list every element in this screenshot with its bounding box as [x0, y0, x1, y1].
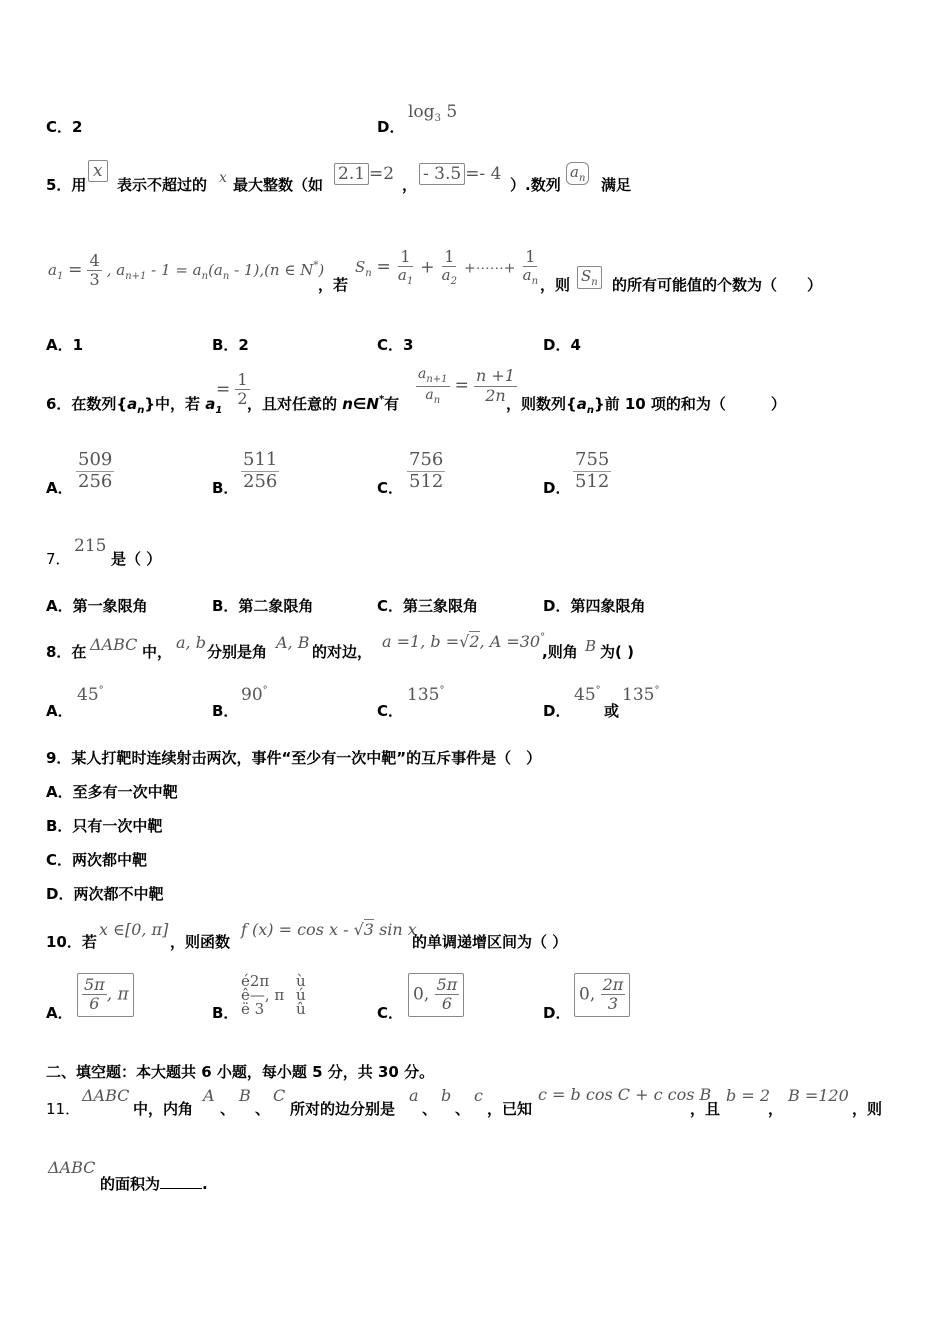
q5-floor-sn: $S_n$: [577, 266, 602, 289]
q5-number: 5．用: [46, 176, 87, 194]
q11-dun-1: 、: [220, 1100, 236, 1118]
q8-option-c-value: 135°: [407, 685, 445, 705]
q10-option-d-interval: 0, $\frac{2\pi}{3}$: [574, 973, 630, 1017]
q10-number: 10．若: [46, 933, 97, 951]
q11-a: a: [409, 1086, 419, 1105]
q6-stem-1: 6．在数列$\{a_n\}$中，若 $a_1$: [46, 395, 223, 416]
q11-text-1: 中，内角: [133, 1100, 194, 1118]
q8-zhong: 中，: [142, 643, 173, 661]
q5-sequence-an: $a_n$: [566, 162, 589, 185]
q10-option-a-interval: $\frac{5\pi}{6}$ , π: [77, 973, 134, 1017]
q11-dun-2: 、: [255, 1100, 271, 1118]
q11-triangle: ΔABC: [82, 1086, 130, 1105]
q8-AB: A, B: [276, 633, 310, 652]
q11-text-3: ，已知: [487, 1100, 533, 1118]
q7-option-d[interactable]: D．第四象限角: [543, 597, 646, 615]
q5-example-2: - 3.5 =- 4: [419, 163, 501, 185]
q5-sep: ，: [402, 176, 418, 194]
q5-text-3: ）.数列: [510, 176, 561, 194]
q11-C: C: [273, 1086, 286, 1105]
q4-option-d-label: D．: [377, 118, 405, 136]
q5-x-var: x: [219, 170, 227, 186]
q7-option-a[interactable]: A．第一象限角: [46, 597, 148, 615]
q11-b: b: [441, 1086, 452, 1105]
q8-text-2: 的对边，: [312, 643, 373, 661]
q6-option-d-value: $\frac{755}{512}$: [575, 449, 610, 492]
q11-number: 11．: [46, 1100, 81, 1118]
q11-c: c: [474, 1086, 483, 1105]
q10-tail: 的单调递增区间为（ ）: [412, 933, 568, 951]
q8-option-a-value: 45°: [77, 685, 104, 705]
q10-text-1: ，则函数: [170, 933, 231, 951]
q11-condition: c = b cos C + c cos B: [538, 1085, 712, 1104]
q8-option-b-label[interactable]: B．: [212, 702, 239, 720]
section-fill-in-heading: 二、填空题：本大题共 6 小题，每小题 5 分，共 30 分。: [46, 1063, 435, 1081]
q11-dun-3: 、: [422, 1100, 438, 1118]
q9-option-b[interactable]: B．只有一次中靶: [46, 817, 163, 835]
q11-text-4: ，且: [690, 1100, 721, 1118]
q9-option-d[interactable]: D．两次都不中靶: [46, 885, 164, 903]
q8-text-4: 为( ): [600, 643, 634, 661]
q6-option-b-label[interactable]: B．: [212, 479, 239, 497]
q10-option-b-label[interactable]: B．: [212, 1004, 239, 1022]
q7-angle: 215: [74, 536, 107, 556]
q8-ab: a, b: [176, 633, 206, 652]
q8-option-d-label[interactable]: D．: [543, 702, 571, 720]
q6-option-a-value: $\frac{509}{256}$: [78, 449, 113, 492]
q7-option-c[interactable]: C．第三象限角: [377, 597, 479, 615]
q4-option-d-log: $\log_3 5$: [408, 102, 458, 124]
q8-B: B: [585, 637, 597, 655]
q7-tail: 是（ ）: [111, 550, 162, 568]
q6-stem-2: ，且对任意的 n∈N*有: [247, 394, 400, 413]
q5-sum-formula: $S_n$ = $\frac{1}{a_1}$ + $\frac{1}{a_2}$ +⋯⋯+ $\frac{1}{a_n}$: [355, 247, 539, 288]
q6-a1-value: = $\frac{1}{2}$: [216, 370, 248, 409]
q6-option-d-label[interactable]: D．: [543, 479, 571, 497]
q11-text-5: ，则: [852, 1100, 883, 1118]
q6-option-a-label[interactable]: A．: [46, 479, 73, 497]
q10-option-c-interval: 0, $\frac{5\pi}{6}$: [408, 973, 464, 1017]
q6-stem-3: ，则数列$\{a_n\}$前 10 项的和为（ ）: [506, 395, 786, 416]
q8-option-d-or: 或: [604, 702, 620, 720]
q8-triangle: ΔABC: [90, 635, 138, 654]
q5-text-1: 表示不超过的: [117, 176, 208, 194]
q10-function: f (x) = cos x - √3 sin x: [241, 920, 417, 939]
q5-ruo: ，若: [318, 276, 349, 294]
q8-number: 8．在: [46, 643, 87, 661]
q8-option-d-value-2: 135°: [622, 685, 660, 705]
q11-text-2: 所对的边分别是: [290, 1100, 396, 1118]
q7-number: 7．: [46, 550, 71, 568]
q11-A: A: [203, 1086, 215, 1105]
q11-dun-4: 、: [455, 1100, 471, 1118]
q11-comma: ，: [768, 1100, 784, 1118]
q10-domain: x ∈[0, π]: [99, 920, 169, 939]
q6-option-c-label[interactable]: C．: [377, 479, 404, 497]
q9-option-a[interactable]: A．至多有一次中靶: [46, 783, 178, 801]
q6-option-b-value: $\frac{511}{256}$: [243, 449, 278, 492]
q5-floor-x: x: [88, 160, 108, 182]
q11-triangle-2: ΔABC: [48, 1158, 96, 1177]
q5-tail: 的所有可能值的个数为（ ）: [612, 276, 823, 294]
q11-tail: 的面积为 .: [100, 1175, 208, 1193]
q8-text-1: 分别是角: [207, 643, 268, 661]
q10-option-b-garbled: é2π ê—, π ë 3: [241, 972, 285, 1018]
q9-option-c[interactable]: C．两次都中靶: [46, 851, 148, 869]
q10-option-a-label[interactable]: A．: [46, 1004, 73, 1022]
q10-option-b-garbled-right: ù ú û: [296, 972, 306, 1018]
q5-example-1: 2.1 =2: [334, 163, 394, 185]
q5-text-2: 最大整数（如: [233, 176, 324, 194]
q11-answer-blank[interactable]: [160, 1176, 202, 1189]
q7-option-b[interactable]: B．第二象限角: [212, 597, 314, 615]
q8-option-c-label[interactable]: C．: [377, 702, 404, 720]
q11-B-value: B =120: [788, 1086, 849, 1105]
q10-option-d-label[interactable]: D．: [543, 1004, 571, 1022]
q5-ze: ，则: [540, 276, 571, 294]
q5-option-c[interactable]: C．3: [377, 336, 414, 354]
q8-option-d-value-1: 45°: [574, 685, 601, 705]
q5-option-a[interactable]: A．1: [46, 336, 84, 354]
q9-stem: 9．某人打靶时连续射击两次，事件“至少有一次中靶”的互斥事件是（ ）: [46, 749, 542, 767]
q8-condition: a =1, b =√2, A =30°: [382, 632, 546, 651]
q5-text-4: 满足: [601, 176, 632, 194]
q8-option-b-value: 90°: [241, 685, 268, 705]
q5-option-d[interactable]: D．4: [543, 336, 581, 354]
q4-option-c: C．2: [46, 118, 83, 136]
q10-option-c-label[interactable]: C．: [377, 1004, 404, 1022]
q11-B: B: [239, 1086, 251, 1105]
q8-option-a-label[interactable]: A．: [46, 702, 73, 720]
q5-option-b[interactable]: B．2: [212, 336, 249, 354]
q6-ratio-formula: $\frac{a_{n+1}}{a_n}$ = $\frac{n +1}{2n}$: [418, 366, 515, 406]
q11-b-value: b = 2: [726, 1086, 770, 1105]
q5-recurrence: $a_1$ = $\frac{4}{3}$ , $a_{n+1} - 1 = a_n(a_n - 1),(n$ ∈ N*): [48, 251, 325, 290]
q8-text-3: ,则角: [542, 643, 578, 661]
q6-option-c-value: $\frac{756}{512}$: [409, 449, 444, 492]
